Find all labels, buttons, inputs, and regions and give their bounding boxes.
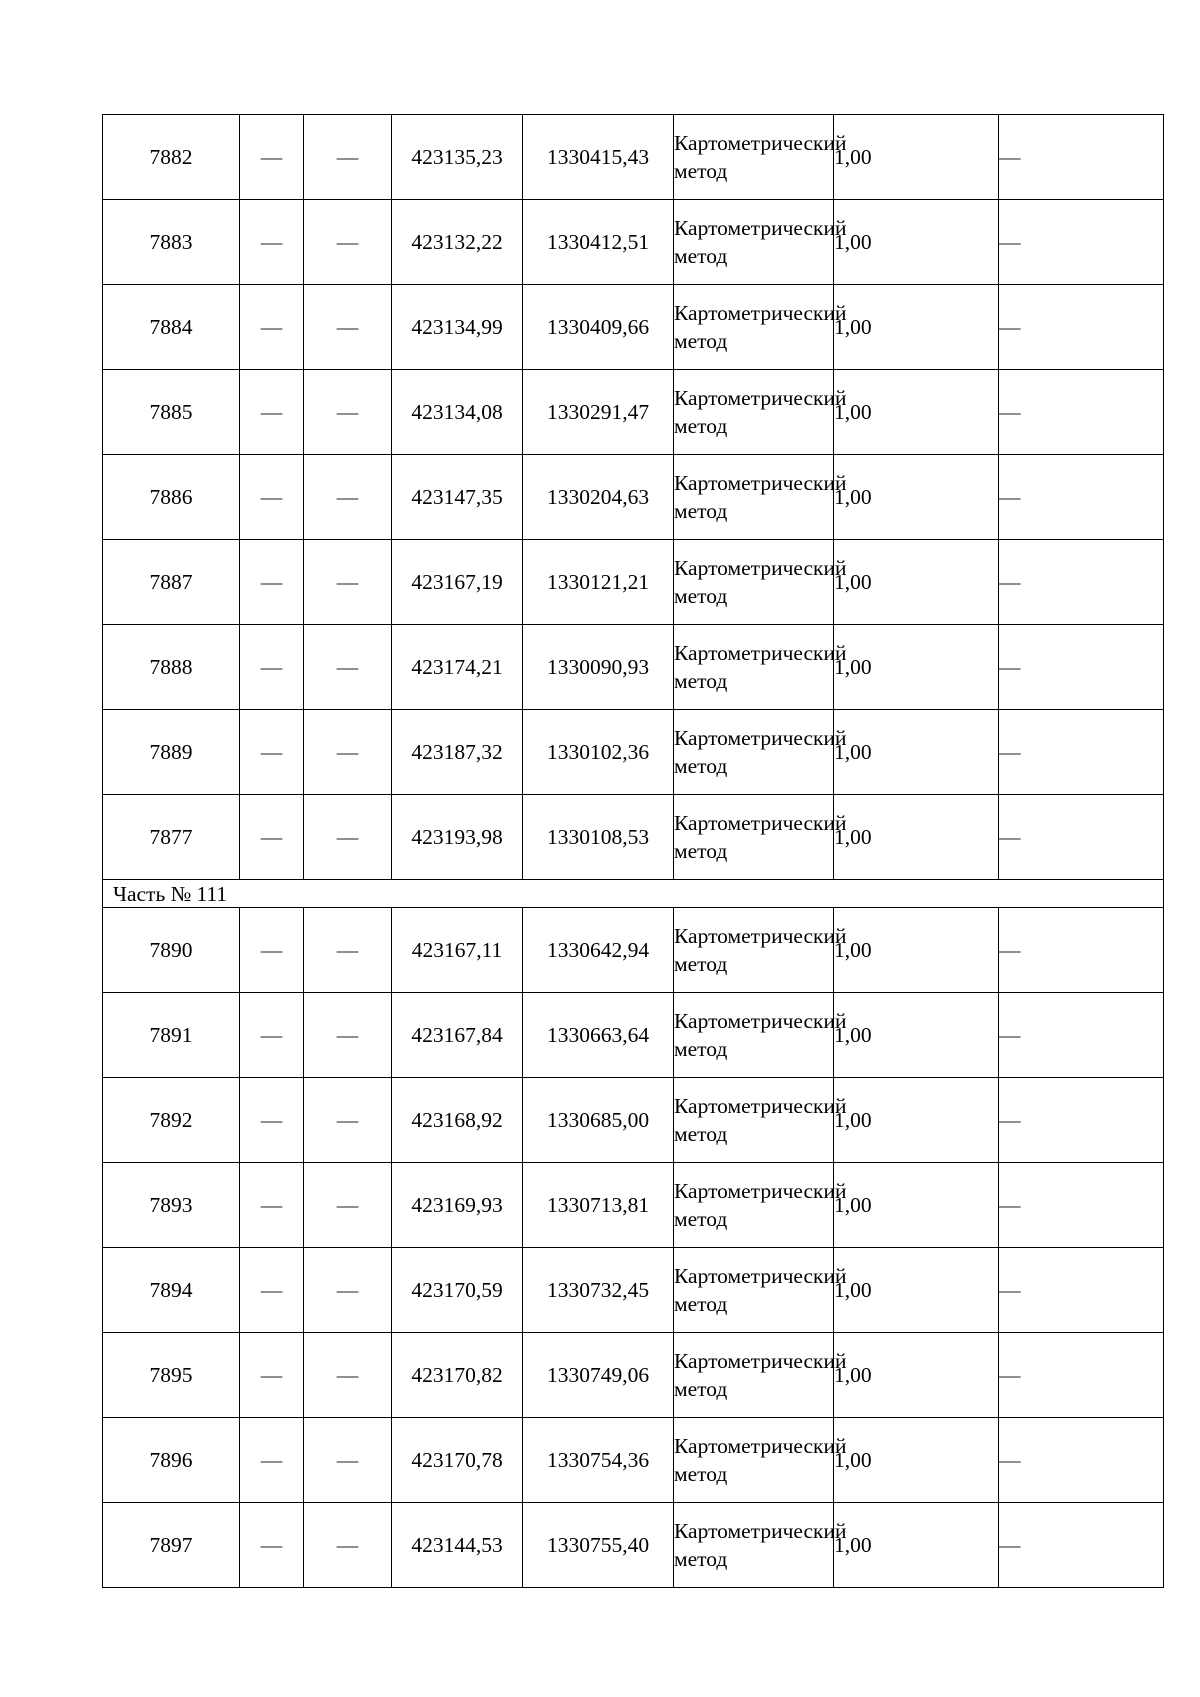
x-coordinate-cell: 423144,53 <box>392 1503 523 1588</box>
point-number-cell: 7888 <box>103 625 240 710</box>
description-cell: — <box>999 795 1164 880</box>
method-cell: Картометрический метод <box>674 200 834 285</box>
coordinates-table-body <box>103 115 1164 1588</box>
method-cell: Картометрический метод <box>674 370 834 455</box>
table-row <box>103 710 1164 795</box>
old-x-cell: — <box>240 115 304 200</box>
old-x-cell: — <box>240 1163 304 1248</box>
x-coordinate-cell: 423168,92 <box>392 1078 523 1163</box>
description-cell: — <box>999 200 1164 285</box>
old-y-cell: — <box>304 455 392 540</box>
accuracy-cell: 1,00 <box>834 115 999 200</box>
point-number-cell: 7887 <box>103 540 240 625</box>
table-row <box>103 370 1164 455</box>
method-cell: Картометрический метод <box>674 285 834 370</box>
point-number-cell: 7893 <box>103 1163 240 1248</box>
old-x-cell: — <box>240 710 304 795</box>
method-cell: Картометрический метод <box>674 625 834 710</box>
old-y-cell: — <box>304 1078 392 1163</box>
table-row <box>103 1418 1164 1503</box>
accuracy-cell: 1,00 <box>834 1078 999 1163</box>
part-label: Часть № 111 <box>103 880 1164 908</box>
old-x-cell: — <box>240 1418 304 1503</box>
old-y-cell: — <box>304 1418 392 1503</box>
point-number-cell: 7895 <box>103 1333 240 1418</box>
method-cell: Картометрический метод <box>674 908 834 993</box>
old-y-cell: — <box>304 1333 392 1418</box>
old-x-cell: — <box>240 1503 304 1588</box>
description-cell: — <box>999 285 1164 370</box>
y-coordinate-cell: 1330749,06 <box>523 1333 674 1418</box>
accuracy-cell: 1,00 <box>834 1333 999 1418</box>
table-row <box>103 1248 1164 1333</box>
accuracy-cell: 1,00 <box>834 993 999 1078</box>
description-cell: — <box>999 625 1164 710</box>
method-cell: Картометрический метод <box>674 1248 834 1333</box>
point-number-cell: 7896 <box>103 1418 240 1503</box>
old-x-cell: — <box>240 285 304 370</box>
x-coordinate-cell: 423147,35 <box>392 455 523 540</box>
point-number-cell: 7891 <box>103 993 240 1078</box>
accuracy-cell: 1,00 <box>834 1503 999 1588</box>
old-x-cell: — <box>240 1248 304 1333</box>
x-coordinate-cell: 423193,98 <box>392 795 523 880</box>
y-coordinate-cell: 1330685,00 <box>523 1078 674 1163</box>
old-y-cell: — <box>304 200 392 285</box>
y-coordinate-cell: 1330412,51 <box>523 200 674 285</box>
table-row <box>103 115 1164 200</box>
accuracy-cell: 1,00 <box>834 795 999 880</box>
old-x-cell: — <box>240 370 304 455</box>
old-y-cell: — <box>304 1248 392 1333</box>
method-cell: Картометрический метод <box>674 1078 834 1163</box>
accuracy-cell: 1,00 <box>834 625 999 710</box>
method-cell: Картометрический метод <box>674 1333 834 1418</box>
y-coordinate-cell: 1330090,93 <box>523 625 674 710</box>
y-coordinate-cell: 1330732,45 <box>523 1248 674 1333</box>
description-cell: — <box>999 908 1164 993</box>
accuracy-cell: 1,00 <box>834 1248 999 1333</box>
point-number-cell: 7882 <box>103 115 240 200</box>
y-coordinate-cell: 1330415,43 <box>523 115 674 200</box>
point-number-cell: 7885 <box>103 370 240 455</box>
point-number-cell: 7894 <box>103 1248 240 1333</box>
y-coordinate-cell: 1330102,36 <box>523 710 674 795</box>
method-cell: Картометрический метод <box>674 455 834 540</box>
table-row <box>103 1078 1164 1163</box>
old-x-cell: — <box>240 993 304 1078</box>
table-row <box>103 1503 1164 1588</box>
point-number-cell: 7883 <box>103 200 240 285</box>
old-y-cell: — <box>304 710 392 795</box>
y-coordinate-cell: 1330204,63 <box>523 455 674 540</box>
coordinates-table <box>102 114 1164 1588</box>
old-y-cell: — <box>304 540 392 625</box>
accuracy-cell: 1,00 <box>834 370 999 455</box>
table-row <box>103 285 1164 370</box>
description-cell: — <box>999 370 1164 455</box>
old-x-cell: — <box>240 200 304 285</box>
method-cell: Картометрический метод <box>674 115 834 200</box>
x-coordinate-cell: 423170,59 <box>392 1248 523 1333</box>
accuracy-cell: 1,00 <box>834 1163 999 1248</box>
description-cell: — <box>999 710 1164 795</box>
old-x-cell: — <box>240 908 304 993</box>
table-row <box>103 1163 1164 1248</box>
old-y-cell: — <box>304 625 392 710</box>
old-x-cell: — <box>240 1078 304 1163</box>
y-coordinate-cell: 1330713,81 <box>523 1163 674 1248</box>
y-coordinate-cell: 1330755,40 <box>523 1503 674 1588</box>
old-y-cell: — <box>304 115 392 200</box>
y-coordinate-cell: 1330409,66 <box>523 285 674 370</box>
old-x-cell: — <box>240 1333 304 1418</box>
old-y-cell: — <box>304 285 392 370</box>
method-cell: Картометрический метод <box>674 795 834 880</box>
method-cell: Картометрический метод <box>674 1503 834 1588</box>
x-coordinate-cell: 423167,11 <box>392 908 523 993</box>
old-x-cell: — <box>240 455 304 540</box>
x-coordinate-cell: 423167,19 <box>392 540 523 625</box>
x-coordinate-cell: 423167,84 <box>392 993 523 1078</box>
description-cell: — <box>999 993 1164 1078</box>
table-row <box>103 1333 1164 1418</box>
point-number-cell: 7892 <box>103 1078 240 1163</box>
point-number-cell: 7897 <box>103 1503 240 1588</box>
method-cell: Картометрический метод <box>674 993 834 1078</box>
table-row <box>103 455 1164 540</box>
old-y-cell: — <box>304 795 392 880</box>
method-cell: Картометрический метод <box>674 1418 834 1503</box>
description-cell: — <box>999 1248 1164 1333</box>
x-coordinate-cell: 423170,82 <box>392 1333 523 1418</box>
old-y-cell: — <box>304 1503 392 1588</box>
old-x-cell: — <box>240 540 304 625</box>
description-cell: — <box>999 1418 1164 1503</box>
y-coordinate-cell: 1330108,53 <box>523 795 674 880</box>
old-y-cell: — <box>304 370 392 455</box>
accuracy-cell: 1,00 <box>834 200 999 285</box>
y-coordinate-cell: 1330663,64 <box>523 993 674 1078</box>
table-row <box>103 625 1164 710</box>
accuracy-cell: 1,00 <box>834 710 999 795</box>
table-row <box>103 200 1164 285</box>
description-cell: — <box>999 455 1164 540</box>
old-x-cell: — <box>240 795 304 880</box>
old-y-cell: — <box>304 993 392 1078</box>
x-coordinate-cell: 423134,99 <box>392 285 523 370</box>
x-coordinate-cell: 423135,23 <box>392 115 523 200</box>
x-coordinate-cell: 423169,93 <box>392 1163 523 1248</box>
y-coordinate-cell: 1330754,36 <box>523 1418 674 1503</box>
old-x-cell: — <box>240 625 304 710</box>
description-cell: — <box>999 1078 1164 1163</box>
table-row <box>103 795 1164 880</box>
y-coordinate-cell: 1330642,94 <box>523 908 674 993</box>
description-cell: — <box>999 540 1164 625</box>
method-cell: Картометрический метод <box>674 1163 834 1248</box>
point-number-cell: 7886 <box>103 455 240 540</box>
y-coordinate-cell: 1330291,47 <box>523 370 674 455</box>
point-number-cell: 7884 <box>103 285 240 370</box>
point-number-cell: 7890 <box>103 908 240 993</box>
point-number-cell: 7877 <box>103 795 240 880</box>
old-y-cell: — <box>304 1163 392 1248</box>
description-cell: — <box>999 1163 1164 1248</box>
y-coordinate-cell: 1330121,21 <box>523 540 674 625</box>
method-cell: Картометрический метод <box>674 540 834 625</box>
accuracy-cell: 1,00 <box>834 908 999 993</box>
part-header-row <box>103 880 1164 908</box>
x-coordinate-cell: 423187,32 <box>392 710 523 795</box>
description-cell: — <box>999 115 1164 200</box>
old-y-cell: — <box>304 908 392 993</box>
accuracy-cell: 1,00 <box>834 540 999 625</box>
table-row <box>103 993 1164 1078</box>
accuracy-cell: 1,00 <box>834 1418 999 1503</box>
accuracy-cell: 1,00 <box>834 455 999 540</box>
x-coordinate-cell: 423132,22 <box>392 200 523 285</box>
table-row <box>103 908 1164 993</box>
x-coordinate-cell: 423134,08 <box>392 370 523 455</box>
table-row <box>103 540 1164 625</box>
method-cell: Картометрический метод <box>674 710 834 795</box>
x-coordinate-cell: 423174,21 <box>392 625 523 710</box>
x-coordinate-cell: 423170,78 <box>392 1418 523 1503</box>
point-number-cell: 7889 <box>103 710 240 795</box>
accuracy-cell: 1,00 <box>834 285 999 370</box>
description-cell: — <box>999 1503 1164 1588</box>
description-cell: — <box>999 1333 1164 1418</box>
